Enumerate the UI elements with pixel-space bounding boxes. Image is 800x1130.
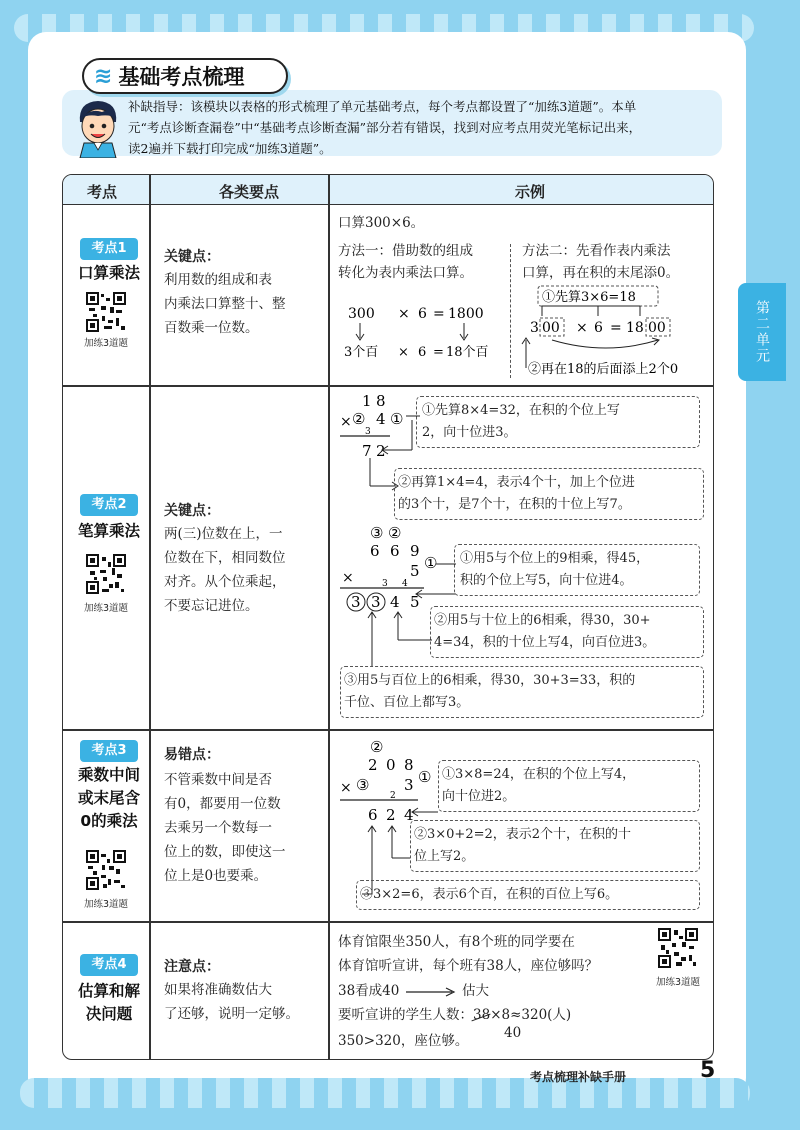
step-note: ③用5与百位上的6相乘，得30，30+3=33，积的 千位、百位上都写3。 [344, 673, 636, 710]
qr-code-icon [86, 554, 126, 594]
step-mark: ② [370, 738, 384, 756]
section-banner [82, 58, 288, 94]
digit: 5 [410, 593, 420, 611]
eq-term: × [398, 345, 409, 360]
estimate-sub: 40 [504, 1025, 522, 1041]
qr-label: 加练3道题 [84, 338, 129, 349]
qr-label: 加练3道题 [84, 899, 129, 910]
method-two-text: 方法二：先看作表内乘法 口算，再在积的末尾添0。 [522, 243, 680, 281]
point-body: 如果将准确数估大 了还够，说明一定够。 [164, 982, 299, 1022]
kaodian-name: 乘数中间 或末尾含 0的乘法 [77, 766, 140, 830]
method-one-text: 方法一：借助数的组成 转化为表内乘法口算。 [338, 243, 473, 281]
row-divider [63, 729, 714, 731]
step-note: ③3×2=6，表示6个百，在积的百位上写6。 [360, 887, 619, 902]
column-divider [149, 175, 151, 1060]
eq-term: 3 [530, 320, 539, 336]
eq-term: 00 [648, 320, 666, 336]
digit: 1 [362, 392, 372, 410]
step-mark: ① [418, 768, 432, 786]
row-divider [63, 921, 714, 923]
point-title: 关键点： [164, 249, 220, 265]
digit: 2 [386, 806, 396, 824]
kaodian-badge: 考点4 [80, 954, 138, 976]
section-title: 基础考点梳理 [118, 65, 245, 89]
carry-digit: 3 [382, 579, 388, 589]
footer-title: 考点梳理补缺手册 [530, 1070, 627, 1084]
estimate-conclusion: 350>320，座位够。 [338, 1033, 469, 1049]
eq-term: = [433, 345, 444, 360]
digit: 8 [376, 392, 386, 410]
eq-term: 00 [542, 320, 560, 336]
eq-term: 1800 [448, 306, 484, 322]
digit: 4 [376, 410, 386, 428]
times-sign: × [340, 780, 352, 796]
method-one-diagram [336, 298, 508, 364]
qr-code-icon [86, 850, 126, 890]
carry-digit: 2 [390, 791, 396, 801]
step-text: ①先算3×6=18 [542, 290, 636, 305]
eq-term: × [398, 306, 410, 322]
digit: 6 [390, 542, 400, 560]
digit: 3 [371, 593, 381, 611]
times-sign: × [340, 414, 352, 430]
carry-digit: 3 [365, 427, 371, 437]
qr-code-icon [86, 292, 126, 332]
header-kaodian: 考点 [87, 183, 118, 201]
eq-term: × [576, 320, 588, 336]
step-note: ①先算8×4=32，在积的个位上写 2，向十位进3。 [422, 403, 620, 440]
step-mark: ② [388, 524, 402, 542]
page-number: 5 [700, 1058, 716, 1083]
digit: 3 [351, 593, 361, 611]
example-question: 口算300×6。 [338, 215, 425, 231]
qr-label: 加练3道题 [656, 977, 701, 988]
kaodian-badge: 考点2 [80, 494, 138, 516]
digit: 2 [368, 756, 378, 774]
digit: 9 [410, 542, 420, 560]
header-yaodian: 各类要点 [219, 183, 280, 201]
step-note: ②用5与十位上的6相乘，得30，30+ 4=34，积的十位上写4，向百位进3。 [434, 613, 656, 650]
carry-digit: 4 [402, 579, 408, 589]
step-mark: ① [390, 410, 404, 428]
kaodian-badge: 考点1 [80, 238, 138, 260]
step-mark: ① [424, 554, 438, 572]
eq-term: 18 [626, 320, 644, 336]
step-note: ②3×0+2=2，表示2个十，在积的十 位上写2。 [414, 827, 632, 864]
crossed-number: 38 [473, 1007, 491, 1023]
bottom-wave-border [20, 1078, 750, 1108]
eq-term: 6 [418, 306, 427, 322]
digit: 5 [410, 562, 420, 580]
point-body: 利用数的组成和表 内乘法口算整十、整 百数乘一位数。 [164, 272, 286, 336]
qr-label: 加练3道题 [84, 603, 129, 614]
eq-term: 300 [348, 306, 375, 322]
unit-side-tab: 第二单元 [738, 283, 786, 381]
kaodian-name: 估算和解 决问题 [77, 982, 140, 1023]
method-two-diagram [516, 284, 712, 380]
method-divider [510, 244, 511, 378]
digit: 0 [386, 756, 396, 774]
step-mark: ③ [356, 776, 370, 794]
digit: 3 [404, 776, 414, 794]
waves-icon: ≋ [94, 63, 113, 89]
digit: 8 [404, 756, 414, 774]
eq-term: 6 [418, 345, 427, 360]
eq-term: 18个百 [446, 345, 489, 360]
boy-avatar-icon [70, 96, 126, 158]
step-mark: ③ [370, 524, 384, 542]
estimate-line: 要听宣讲的学生人数：38 ×8≈320(人) [338, 1007, 572, 1023]
step-mark: ② [352, 410, 366, 428]
qr-code-icon [658, 928, 698, 968]
header-shili: 示例 [515, 183, 546, 201]
step-note: ①3×8=24，在积的个位上写4， 向十位进2。 [442, 767, 636, 804]
problem-text: 体育馆限坐350人，有8个班的同学要在 体育馆听宣讲，每个班有38人，座位够吗？ [338, 934, 599, 974]
eq-term: 6 [594, 320, 603, 336]
estimate-line: 38看成40 估大 [338, 983, 489, 999]
eq-term: = [433, 306, 445, 322]
column-divider [328, 175, 330, 1060]
digit: 6 [368, 806, 378, 824]
eq-term: = [610, 320, 622, 336]
kaodian-name: 口算乘法 [77, 264, 140, 282]
point-body: 两(三)位数在上，一 位数在下，相同数位 对齐。从个位乘起， 不要忘记进位。 [164, 526, 286, 614]
guide-text: 补缺指导：该模块以表格的形式梳理了单元基础考点，每个考点都设置了“加练3道题”。本单 元“考点诊断查漏卷”中“基础考点诊断查漏”部分若有错误，找到对应考点用荧光笔标记出来， 读2遍并下载打印完成“加练3道题”。 [128, 99, 642, 156]
table-header [63, 175, 714, 205]
row-divider [63, 385, 714, 387]
vertical-multiplication-208x3 [332, 734, 442, 904]
point-title: 关键点： [164, 503, 220, 519]
kaodian-name: 笔算乘法 [77, 522, 140, 540]
point-body: 不管乘数中间是否 有0，都要用一位数 去乘另一个数每一 位上的数，即使这一 位上是0也要乘。 [164, 772, 286, 884]
digit: 4 [390, 593, 400, 611]
digit: 4 [404, 806, 414, 824]
digit: 6 [370, 542, 380, 560]
point-title: 易错点： [164, 747, 220, 763]
eq-term: 3个百 [344, 345, 379, 360]
right-arrow-icon [404, 986, 458, 998]
kaodian-badge: 考点3 [80, 740, 138, 762]
digit: 2 [376, 442, 386, 460]
step-note: ①用5与个位上的9相乘，得45， 积的个位上写5，向十位进4。 [460, 551, 650, 588]
step-text: ②再在18的后面添上2个0 [528, 362, 679, 377]
point-title: 注意点： [164, 959, 220, 975]
digit: 7 [362, 442, 372, 460]
step-note: ②再算1×4=4，表示4个十，加上个位进 的3个十，是7个十，在积的十位上写7。 [398, 475, 635, 512]
times-sign: × [342, 570, 354, 586]
